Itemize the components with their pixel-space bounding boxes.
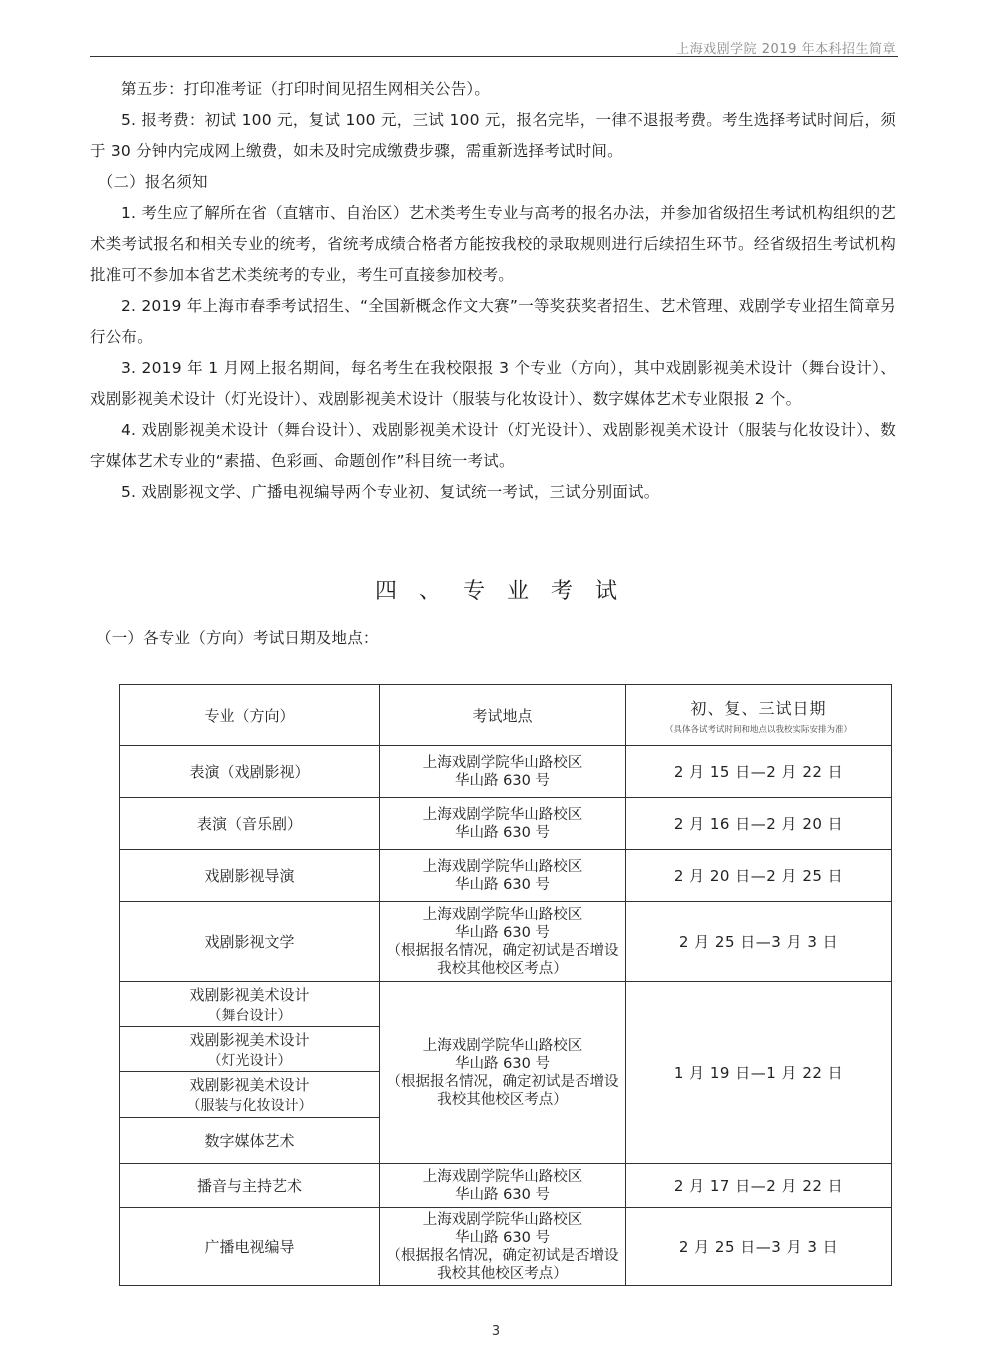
location-line: 华山路 630 号 xyxy=(455,772,550,789)
table-row xyxy=(120,1164,892,1208)
location-line: 华山路 630 号 xyxy=(455,1186,550,1203)
location-cell xyxy=(380,798,626,850)
paragraph-notice-3: 3. 2019 年 1 月网上报名期间，每名考生在我校限报 3 个专业（方向），其中戏剧影视美术设计（舞台设计）、戏剧影视美术设计（灯光设计）、戏剧影视美术设计（服装与化妆设计）、数字媒体艺术专业限报 2 个。 xyxy=(90,359,896,408)
major-cell xyxy=(120,1072,380,1118)
major-line: （舞台设计） xyxy=(207,1007,292,1024)
table-header-row xyxy=(120,685,892,746)
major-line: 戏剧影视美术设计 xyxy=(189,985,310,1004)
table-row xyxy=(120,902,892,982)
exam-schedule-table xyxy=(119,684,892,1286)
subheading-notice: （二）报名须知 xyxy=(97,173,208,191)
table-row xyxy=(120,850,892,902)
date-cell: 2 月 16 日—2 月 20 日 xyxy=(626,798,892,850)
paragraph-notice-2: 2. 2019 年上海市春季考试招生、“全国新概念作文大赛”一等奖获奖者招生、艺术管理、戏剧学专业招生简章另行公布。 xyxy=(90,297,896,346)
date-cell: 2 月 17 日—2 月 22 日 xyxy=(626,1164,892,1208)
location-cell xyxy=(380,1208,626,1286)
major-cell: 戏剧影视导演 xyxy=(120,850,380,902)
header-major: 专业（方向） xyxy=(120,685,380,746)
location-cell xyxy=(380,982,626,1164)
major-line: 戏剧影视美术设计 xyxy=(189,1076,310,1094)
major-cell: 表演（音乐剧） xyxy=(120,798,380,850)
major-cell: 戏剧影视文学 xyxy=(120,902,380,982)
header-dates-label: 初、复、三试日期 xyxy=(690,698,827,718)
location-cell xyxy=(380,1164,626,1208)
paragraph-notice-5: 5. 戏剧影视文学、广播电视编导两个专业初、复试统一考试，三试分别面试。 xyxy=(121,483,660,501)
location-line: 上海戏剧学院华山路校区 xyxy=(422,1168,583,1185)
major-cell: 数字媒体艺术 xyxy=(120,1118,380,1164)
date-cell: 2 月 25 日—3 月 3 日 xyxy=(626,902,892,982)
major-cell: 播音与主持艺术 xyxy=(120,1164,380,1208)
table-row xyxy=(120,746,892,798)
date-cell: 2 月 25 日—3 月 3 日 xyxy=(626,1208,892,1286)
date-cell: 1 月 19 日—1 月 22 日 xyxy=(626,982,892,1164)
major-cell: 表演（戏剧影视） xyxy=(120,746,380,798)
location-line: 上海戏剧学院华山路校区 xyxy=(422,858,583,875)
header-rule xyxy=(90,56,898,57)
paragraph-fee: 5. 报考费：初试 100 元，复试 100 元，三试 100 元，报名完毕，一律不退报考费。考生选择考试时间后，须于 30 分钟内完成网上缴费，如未及时完成缴费步骤，需重新选择考试时间。 xyxy=(90,111,896,160)
paragraph-step5: 第五步：打印准考证（打印时间见招生网相关公告）。 xyxy=(121,80,491,98)
location-line: 上海戏剧学院华山路校区 xyxy=(422,1037,583,1054)
major-cell xyxy=(120,1027,380,1072)
header-location: 考试地点 xyxy=(380,685,626,746)
location-line: （根据报名情况，确定初试是否增设 xyxy=(386,942,619,959)
location-line: 我校其他校区考点） xyxy=(437,960,568,977)
location-cell xyxy=(380,746,626,798)
section-title: 四、专业考试 xyxy=(374,579,639,604)
date-cell: 2 月 15 日—2 月 22 日 xyxy=(626,746,892,798)
page-number: 3 xyxy=(491,1324,501,1339)
major-line: 戏剧影视美术设计 xyxy=(189,1030,310,1049)
major-cell xyxy=(120,982,380,1027)
location-line: 华山路 630 号 xyxy=(455,824,550,841)
location-line: 我校其他校区考点） xyxy=(437,1091,568,1108)
location-line: （根据报名情况，确定初试是否增设 xyxy=(386,1247,619,1264)
location-cell xyxy=(380,850,626,902)
table-row xyxy=(120,1208,892,1286)
table-row xyxy=(120,798,892,850)
location-line: 我校其他校区考点） xyxy=(437,1265,568,1282)
location-line: 上海戏剧学院华山路校区 xyxy=(422,806,583,823)
location-line: 上海戏剧学院华山路校区 xyxy=(422,754,583,771)
body-text xyxy=(90,74,896,508)
major-line: （灯光设计） xyxy=(207,1052,292,1069)
date-cell: 2 月 20 日—2 月 25 日 xyxy=(626,850,892,902)
major-cell: 广播电视编导 xyxy=(120,1208,380,1286)
paragraph-notice-4: 4. 戏剧影视美术设计（舞台设计）、戏剧影视美术设计（灯光设计）、戏剧影视美术设计（服装与化妆设计）、数字媒体艺术专业的“素描、色彩画、命题创作”科目统一考试。 xyxy=(90,421,896,470)
location-line: 华山路 630 号 xyxy=(455,1229,550,1246)
header-dates-note: （具体各试考试时间和地点以我校实际安排为准） xyxy=(664,724,852,735)
location-line: （根据报名情况，确定初试是否增设 xyxy=(386,1073,619,1090)
major-line: （服装与化妆设计） xyxy=(186,1098,313,1114)
location-cell xyxy=(380,902,626,982)
location-line: 上海戏剧学院华山路校区 xyxy=(422,906,583,923)
location-line: 华山路 630 号 xyxy=(455,1055,550,1072)
paragraph-notice-1: 1. 考生应了解所在省（直辖市、自治区）艺术类考生专业与高考的报名办法，并参加省级招生考试机构组织的艺术类考试报名和相关专业的统考，省统考成绩合格者方能按我校的录取规则进行后续招生环节。经省级招生考试机构批准可不参加本省艺术类统考的专业，考生可直接参加校考。 xyxy=(90,204,896,284)
location-line: 华山路 630 号 xyxy=(455,876,550,893)
table-row xyxy=(120,982,892,1027)
location-line: 华山路 630 号 xyxy=(455,924,550,941)
header-dates xyxy=(626,685,892,746)
table-title: （一）各专业（方向）考试日期及地点： xyxy=(96,629,379,647)
running-header: 上海戏剧学院 2019 年本科招生简章 xyxy=(676,42,896,57)
location-line: 上海戏剧学院华山路校区 xyxy=(422,1211,583,1228)
